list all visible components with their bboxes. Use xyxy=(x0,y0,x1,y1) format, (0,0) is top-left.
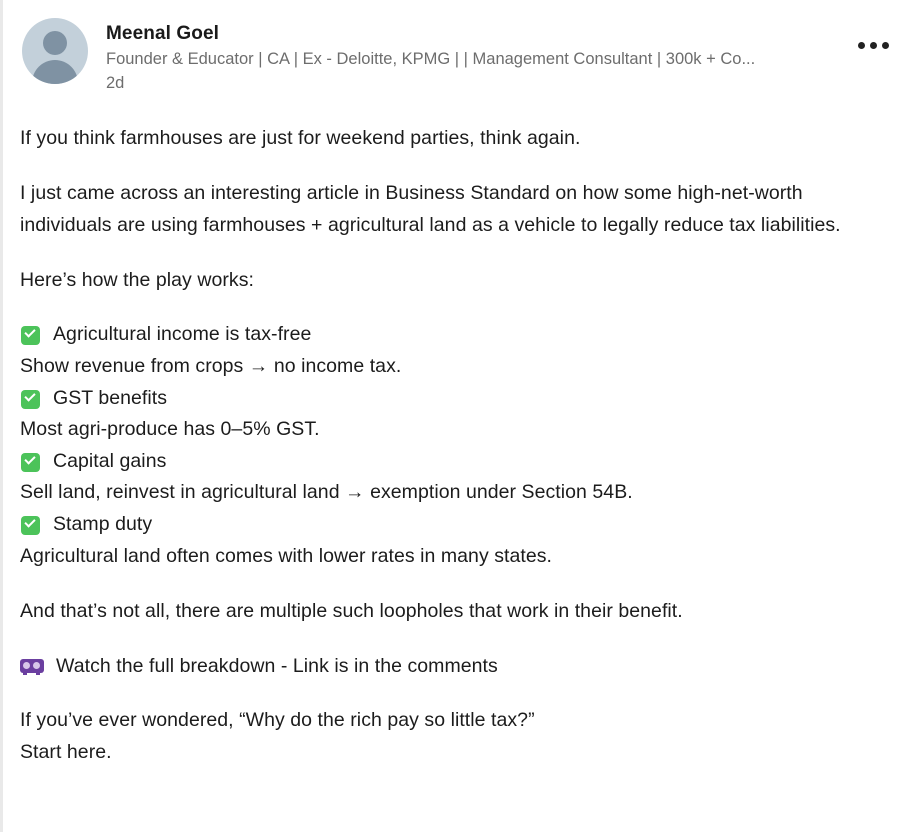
ellipsis-dot xyxy=(870,42,877,49)
post-hook-text: If you think farmhouses are just for weekend parties, think again. xyxy=(20,126,581,149)
benefit-detail: Show revenue from crops → no income tax. xyxy=(20,355,402,378)
watch-breakdown-text: Watch the full breakdown - Link is in the comments xyxy=(56,655,498,678)
benefit-list xyxy=(20,319,896,572)
avatar-head-shape xyxy=(43,31,67,55)
list-item xyxy=(20,446,896,478)
benefit-title: Capital gains xyxy=(53,449,167,472)
benefit-title: Stamp duty xyxy=(53,512,153,535)
ellipsis-dot xyxy=(882,42,889,49)
author-name[interactable]: Meenal Goel xyxy=(106,23,220,44)
post-leadin-text: Here’s how the play works: xyxy=(20,269,254,292)
post-timestamp: 2d xyxy=(106,74,125,93)
benefit-title: GST benefits xyxy=(53,386,168,409)
camera-leg-shape xyxy=(23,671,27,675)
post-outro-line-2: Start here. xyxy=(20,741,112,763)
post-closing-text: And that’s not all, there are multiple such loopholes that work in their benefit. xyxy=(20,600,683,623)
green-check-icon xyxy=(21,390,40,409)
post-outro-line-1: If you’ve ever wondered, “Why do the rich pay so little tax?” xyxy=(20,709,535,732)
post-outro xyxy=(20,705,896,774)
benefit-detail: Most agri-produce has 0–5% GST. xyxy=(20,418,320,441)
author-identity xyxy=(106,18,850,96)
ellipsis-dot xyxy=(858,42,865,49)
post-header xyxy=(20,18,896,96)
green-check-icon xyxy=(21,453,40,472)
author-headline: Founder & Educator | CA | Ex - Deloitte, KPMG | | Management Consultant | 300k + Co... xyxy=(106,49,756,68)
post-body xyxy=(20,122,896,775)
benefit-detail: Agricultural land often comes with lower rates in many states. xyxy=(20,544,552,567)
green-check-icon xyxy=(21,326,40,345)
ellipsis-icon[interactable] xyxy=(850,30,896,60)
camera-leg-shape xyxy=(36,671,40,675)
list-item xyxy=(20,319,896,351)
movie-camera-icon xyxy=(20,657,44,675)
benefit-title: Agricultural income is tax-free xyxy=(53,323,312,346)
person-avatar-icon[interactable] xyxy=(22,18,88,84)
list-item xyxy=(20,509,896,541)
benefit-detail: Sell land, reinvest in agricultural land → exemption under Section 54B. xyxy=(20,481,633,504)
avatar-body-shape xyxy=(32,60,78,84)
green-check-icon xyxy=(21,516,40,535)
list-item xyxy=(20,383,896,415)
watch-breakdown-cta xyxy=(20,650,896,682)
post-intro-text: I just came across an interesting article in Business Standard on how some high-net-worth individuals are using farmhouses + agricultural land as a vehicle to legally reduce tax liabilities. xyxy=(20,181,841,237)
